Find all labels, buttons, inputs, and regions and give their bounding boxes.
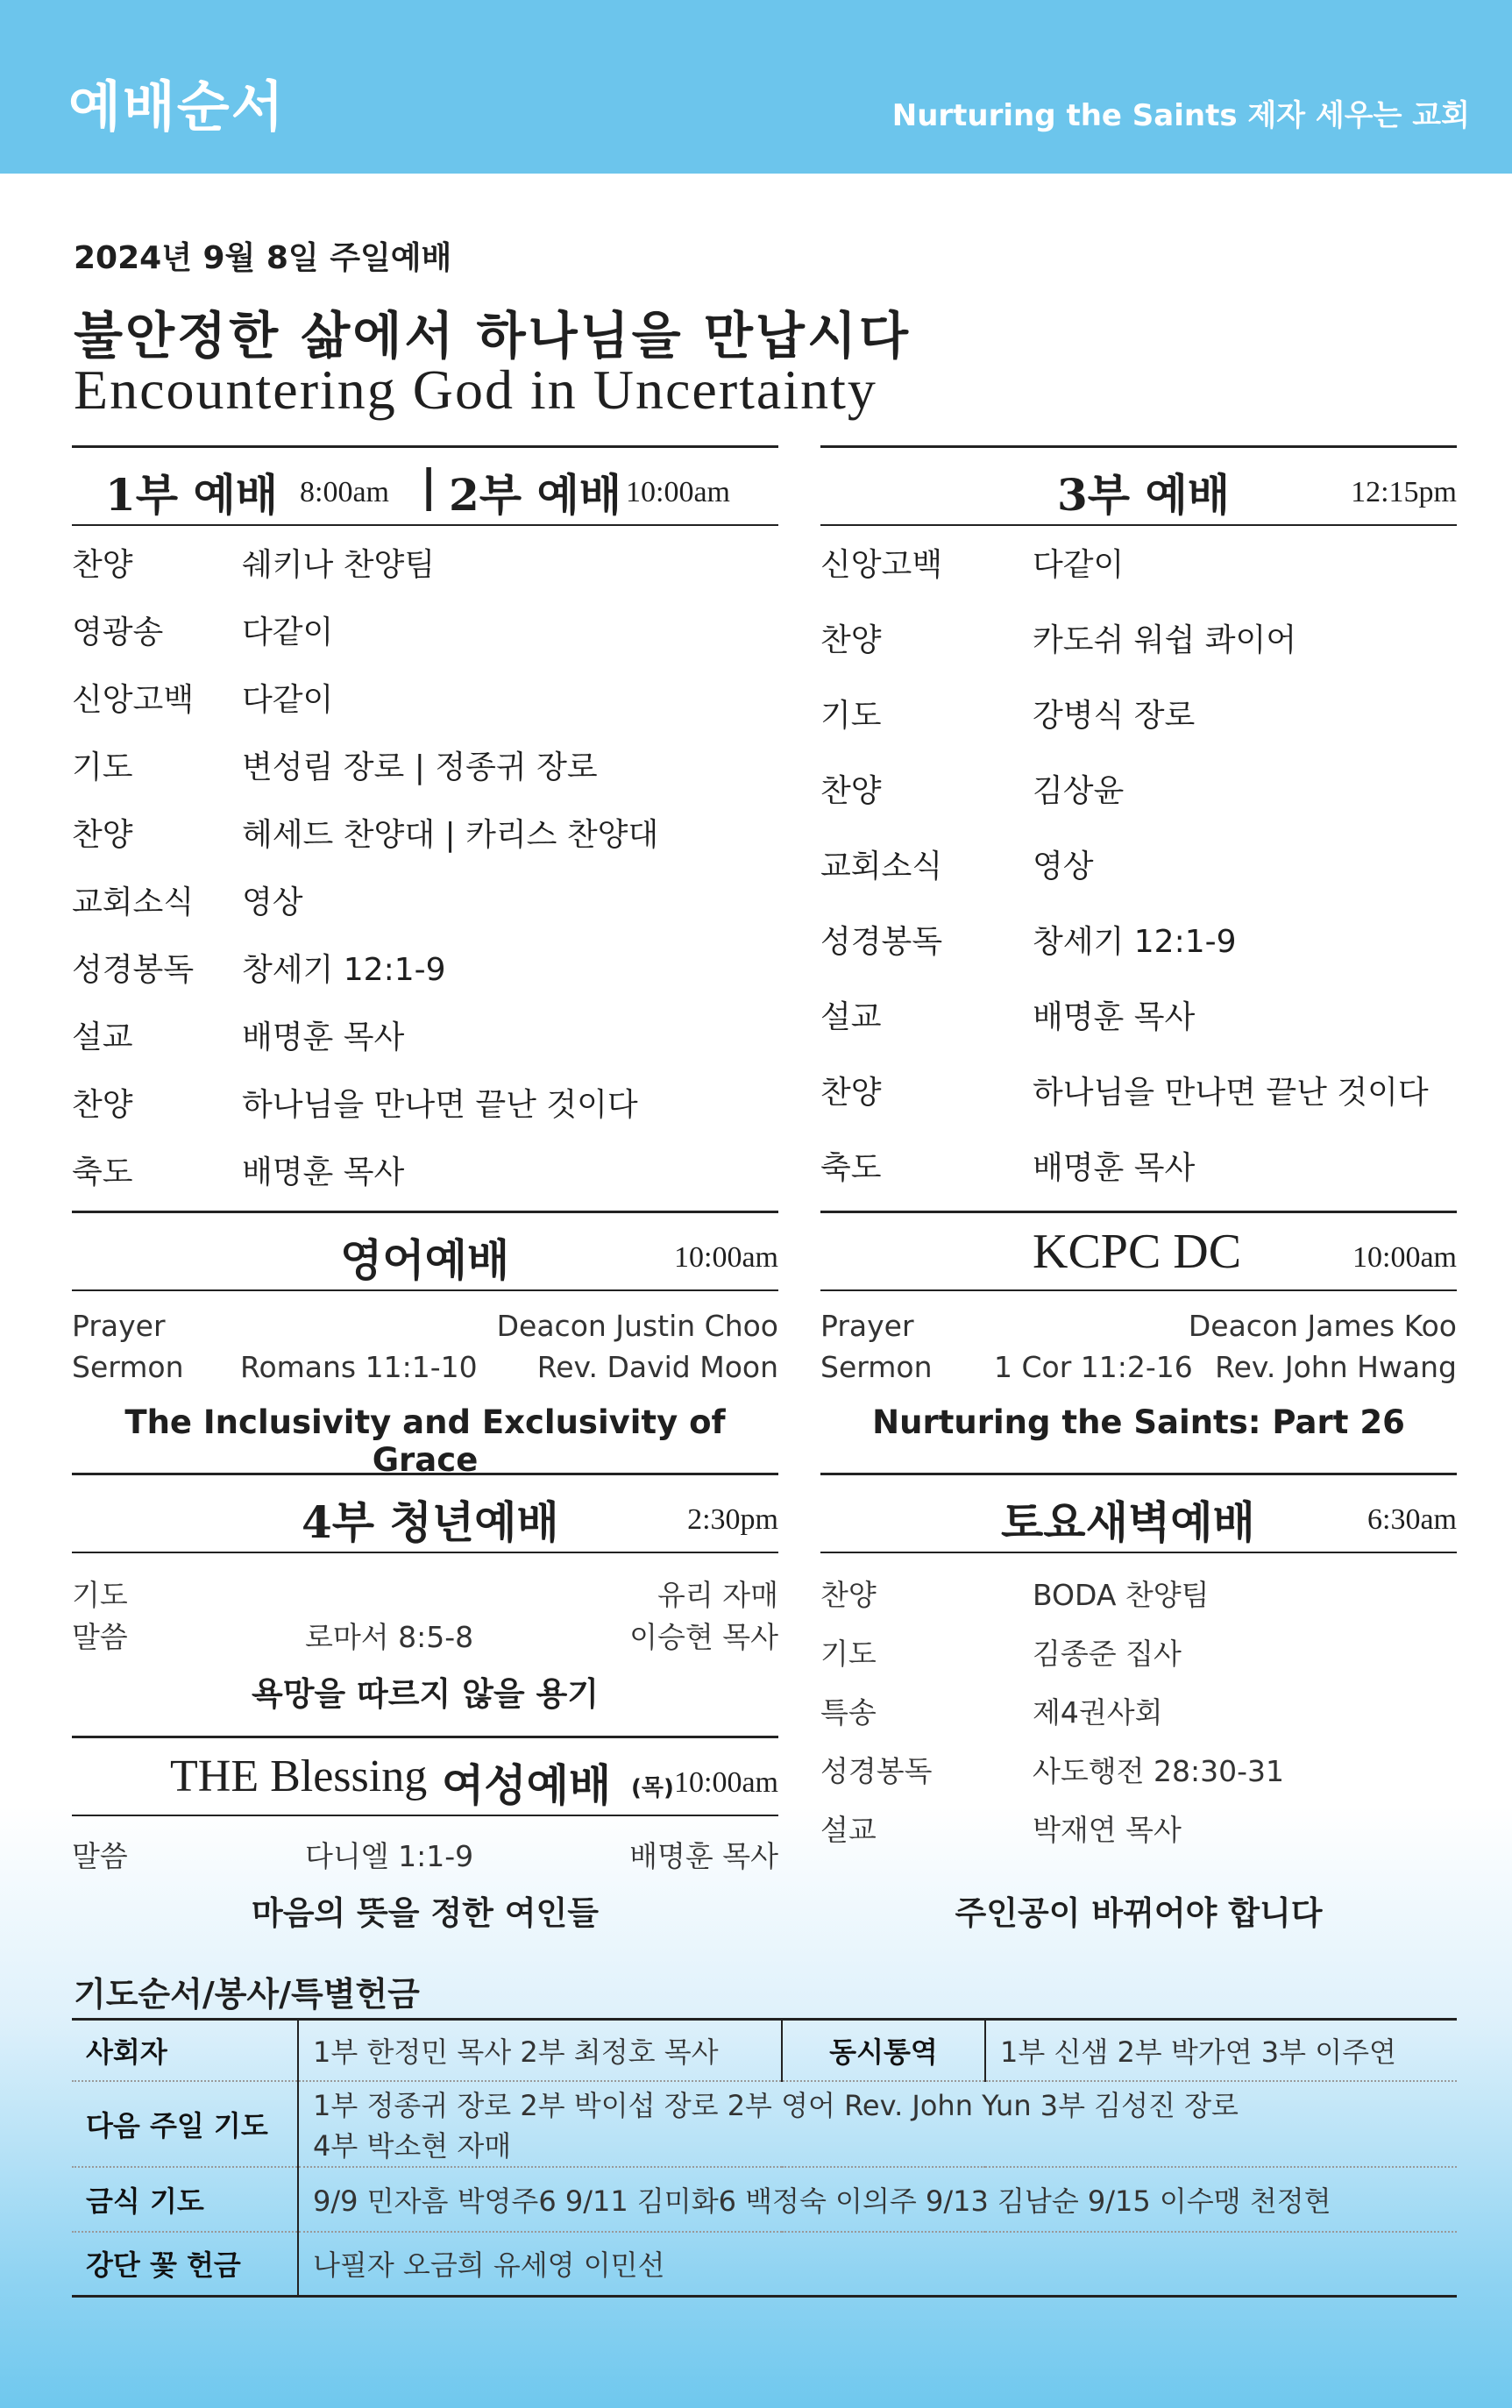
order-value: 배명훈 목사 — [242, 1019, 405, 1055]
word-label: 말씀 — [72, 1620, 128, 1654]
sermon-title-korean: 불안정한 삶에서 하나님을 만납시다 — [74, 306, 911, 366]
kcpc-time: 10:00am — [1352, 1241, 1457, 1274]
order-label: 성경봉독 — [820, 924, 943, 960]
service-1-name: 1부 예배 — [105, 469, 279, 521]
order-label: 교회소식 — [820, 849, 943, 884]
order-label: 설교 — [72, 1019, 133, 1055]
sermon-theme: The Inclusivity and Exclusivity of Grace — [124, 1403, 726, 1479]
prayer-leader: Deacon Justin Choo — [496, 1309, 778, 1343]
order-label: 영광송 — [72, 614, 164, 650]
altar-flower-label: 강단 꽃 헌금 — [72, 2232, 298, 2297]
blessing-service-heading — [72, 1736, 778, 1816]
altar-flower-value: 나필자 오금희 유세영 이민선 — [298, 2232, 1457, 2297]
order-value: 헤세드 찬양대 | 카리스 찬양대 — [242, 817, 659, 853]
blessing-service-time: 10:00am — [674, 1766, 778, 1799]
dawn-service-section — [820, 1473, 1457, 1946]
youth-service-time: 2:30pm — [687, 1503, 778, 1536]
order-value: 다같이 — [242, 682, 334, 718]
mc-value: 1부 한정민 목사 2부 최정호 목사 — [298, 2020, 782, 2081]
prayer-label: Prayer — [820, 1309, 914, 1343]
service-3-heading — [820, 445, 1457, 526]
order-label: 찬양 — [72, 547, 133, 583]
church-slogan: Nurturing the Saints 제자 세우는 교회 — [891, 98, 1470, 133]
order-label: 찬양 — [820, 773, 882, 809]
blessing-service-day: (목) — [631, 1775, 674, 1801]
sermon-theme: Nurturing the Saints: Part 26 — [872, 1403, 1405, 1441]
prayer-section-title: 기도순서/봉사/특별헌금 — [74, 1975, 420, 2014]
order-label: 축도 — [72, 1154, 133, 1190]
order-label: 기도 — [820, 698, 882, 734]
order-label: 교회소식 — [72, 884, 195, 920]
order-label: 신앙고백 — [820, 547, 943, 583]
order-label: 찬양 — [820, 622, 882, 658]
fasting-prayer-label: 금식 기도 — [72, 2167, 298, 2232]
kcpc-section — [820, 1211, 1457, 1456]
service-1-2-heading — [72, 445, 778, 526]
sermon-title-english: Encountering God in Uncertainty — [74, 359, 877, 421]
service-3-name: 3부 예배 — [1057, 469, 1231, 521]
kcpc-heading — [820, 1211, 1457, 1291]
service-date: 2024년 9월 8일 주일예배 — [74, 240, 452, 276]
prayer-label: 기도 — [72, 1578, 128, 1612]
english-service-section — [72, 1211, 778, 1479]
order-label: 설교 — [820, 999, 882, 1035]
table-row — [72, 2020, 1457, 2081]
next-week-prayer-line: 4부 박소현 자매 — [313, 2128, 512, 2163]
prayer-label: Prayer — [72, 1309, 166, 1343]
sermon-theme: 욕망을 따르지 않을 용기 — [251, 1675, 600, 1713]
word-scripture: 다니엘 1:1-9 — [305, 1839, 474, 1873]
order-value: 하나님을 만나면 끝난 것이다 — [1033, 1075, 1429, 1111]
interpretation-label: 동시통역 — [782, 2020, 985, 2081]
order-value: 배명훈 목사 — [242, 1154, 405, 1190]
page-title: 예배순서 — [68, 75, 286, 139]
order-value: 사도행전 28:30-31 — [1033, 1754, 1285, 1788]
sermon-scripture: 1 Cor 11:2-16 — [994, 1350, 1193, 1384]
order-label: 찬양 — [72, 1087, 133, 1123]
order-value: 카도쉬 워쉽 콰이어 — [1033, 622, 1297, 658]
sermon-theme: 주인공이 바뀌어야 합니다 — [955, 1894, 1323, 1932]
word-label: 말씀 — [72, 1839, 128, 1873]
service-1-time: 8:00am — [300, 476, 389, 508]
order-label: 설교 — [820, 1813, 877, 1847]
preacher: 이승현 목사 — [629, 1620, 778, 1654]
order-value: 김상윤 — [1033, 773, 1125, 809]
blessing-service-name-ko: 여성예배 — [442, 1759, 612, 1811]
page-header — [0, 0, 1512, 174]
order-value: 하나님을 만나면 끝난 것이다 — [242, 1087, 638, 1123]
order-value: 쉐키나 찬양팀 — [242, 547, 436, 583]
next-week-prayer-value — [298, 2081, 1457, 2167]
table-row — [72, 2167, 1457, 2232]
english-service-heading — [72, 1211, 778, 1291]
service-separator: | — [421, 460, 437, 511]
order-value: 창세기 12:1-9 — [242, 952, 446, 988]
next-week-prayer-label: 다음 주일 기도 — [72, 2081, 298, 2167]
blessing-service-name-en: THE Blessing — [170, 1751, 428, 1801]
english-service-time: 10:00am — [674, 1241, 778, 1274]
english-service-name: 영어예배 — [340, 1234, 510, 1286]
order-label: 축도 — [820, 1150, 882, 1186]
next-week-prayer-line: 1부 정종귀 장로 2부 박이섭 장로 2부 영어 Rev. John Yun 3부 김성진 장로 — [313, 2088, 1239, 2122]
order-value: 영상 — [242, 884, 303, 920]
order-value: 창세기 12:1-9 — [1033, 924, 1237, 960]
prayer-leader: Deacon James Koo — [1188, 1309, 1457, 1343]
order-label: 기도 — [72, 749, 133, 785]
order-value: 다같이 — [242, 614, 334, 650]
service-1-2-section — [72, 445, 778, 1217]
order-label: 성경봉독 — [72, 952, 195, 988]
order-label: 찬양 — [820, 1075, 882, 1111]
sermon-scripture: Romans 11:1-10 — [240, 1350, 478, 1384]
prayer-schedule-table — [72, 2018, 1457, 2298]
youth-service-name: 4부 청년예배 — [302, 1496, 559, 1548]
order-value: 배명훈 목사 — [1033, 999, 1196, 1035]
order-label: 찬양 — [72, 817, 133, 853]
order-value: 강병식 장로 — [1033, 698, 1196, 734]
sermon-label: Sermon — [72, 1350, 184, 1384]
service-2-time: 10:00am — [626, 476, 730, 508]
prayer-leader: 유리 자매 — [657, 1578, 778, 1612]
order-value: 다같이 — [1033, 547, 1125, 583]
youth-service-section — [72, 1473, 778, 1718]
service-3-time: 12:15pm — [1351, 476, 1457, 508]
order-value: 박재연 목사 — [1033, 1813, 1182, 1847]
dawn-service-name: 토요새벽예배 — [1001, 1496, 1255, 1548]
service-3-section — [820, 445, 1457, 1217]
order-value: BODA 찬양팀 — [1033, 1578, 1210, 1612]
order-label: 찬양 — [820, 1578, 877, 1612]
table-row — [72, 2081, 1457, 2167]
order-value: 김종준 집사 — [1033, 1637, 1182, 1671]
blessing-service-section — [72, 1736, 778, 1946]
preacher: 배명훈 목사 — [629, 1839, 778, 1873]
order-label: 성경봉독 — [820, 1754, 933, 1788]
sermon-label: Sermon — [820, 1350, 933, 1384]
word-scripture: 로마서 8:5-8 — [305, 1620, 474, 1654]
order-value: 제4권사회 — [1033, 1695, 1163, 1730]
preacher: Rev. John Hwang — [1215, 1350, 1457, 1384]
preacher: Rev. David Moon — [536, 1350, 778, 1384]
kcpc-name: KCPC DC — [1033, 1225, 1242, 1279]
interpretation-value: 1부 신샘 2부 박가연 3부 이주연 — [985, 2020, 1457, 2081]
order-label: 특송 — [820, 1695, 877, 1730]
dawn-service-time: 6:30am — [1367, 1503, 1457, 1536]
service-2-name: 2부 예배 — [449, 469, 622, 521]
fasting-prayer-value: 9/9 민자흠 박영주6 9/11 김미화6 백정숙 이의주 9/13 김남순 9/15 이수맹 천정현 — [298, 2167, 1457, 2232]
youth-service-heading — [72, 1473, 778, 1553]
order-label: 기도 — [820, 1637, 877, 1671]
mc-label: 사회자 — [72, 2020, 298, 2081]
order-value: 영상 — [1033, 849, 1094, 884]
order-label: 신앙고백 — [72, 682, 195, 718]
order-value: 배명훈 목사 — [1033, 1150, 1196, 1186]
sermon-theme: 마음의 뜻을 정한 여인들 — [251, 1894, 600, 1932]
table-row — [72, 2232, 1457, 2297]
dawn-service-heading — [820, 1473, 1457, 1553]
order-value: 변성림 장로 | 정종귀 장로 — [242, 749, 598, 785]
